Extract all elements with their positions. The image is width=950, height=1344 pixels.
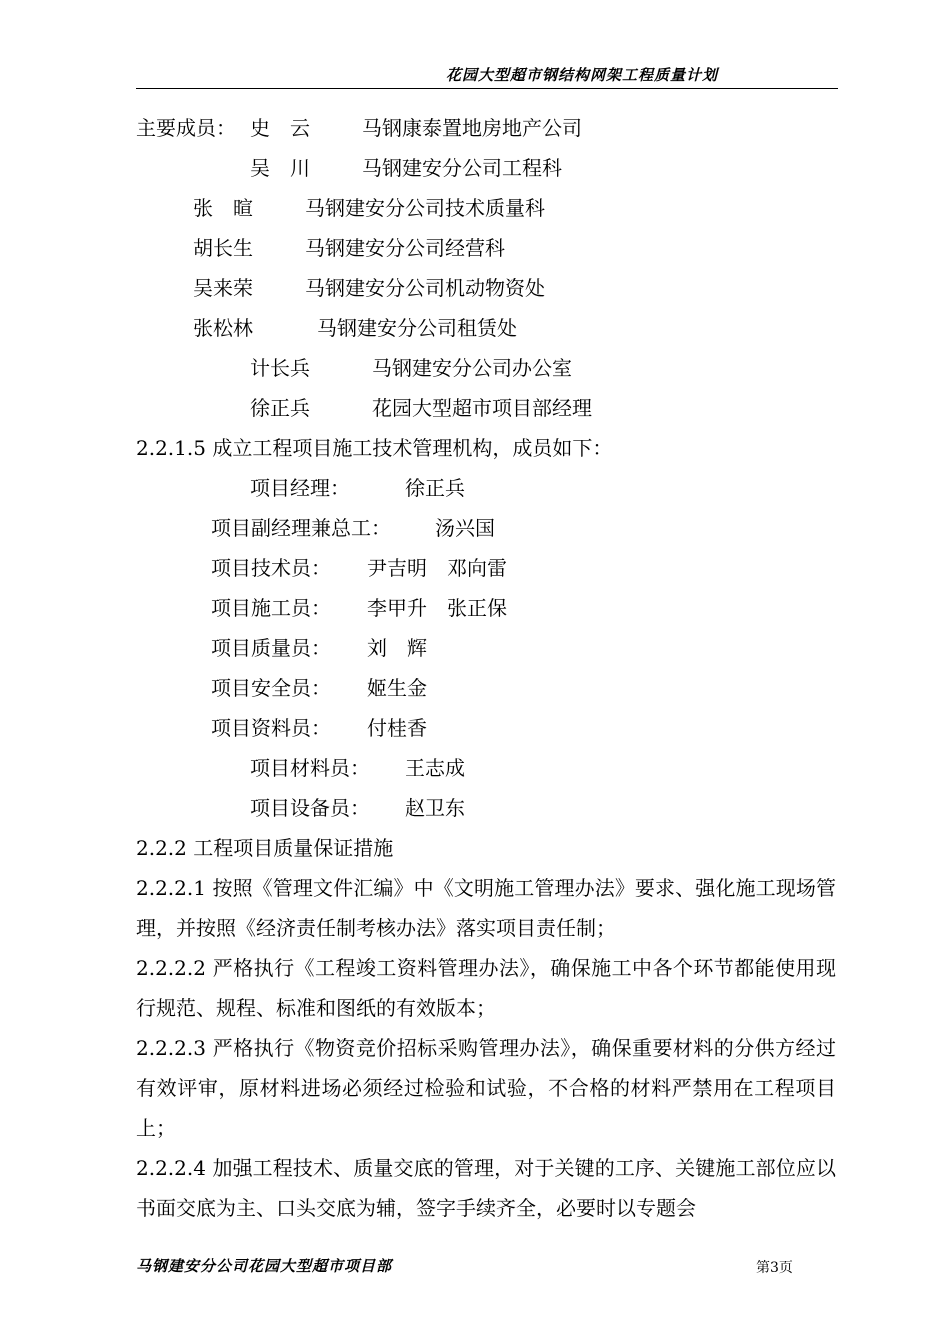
member-org: 马钢建安分公司技术质量科 <box>305 196 545 220</box>
member-org: 马钢建安分公司经营科 <box>305 236 505 260</box>
member-name: 吴来荣 <box>193 276 253 300</box>
members-label: 主要成员： <box>136 116 236 140</box>
role-names: 徐正兵 <box>405 476 465 500</box>
member-org: 马钢康泰置地房地产公司 <box>362 116 582 140</box>
role-names: 刘 辉 <box>367 636 427 660</box>
paragraph-2222: 2.2.2.2 严格执行《工程竣工资料管理办法》，确保施工中各个环节都能使用现行规范、规程、标准和图纸的有效版本； <box>136 956 836 1020</box>
page-header-title: 花园大型超市钢结构网架工程质量计划 <box>446 66 719 84</box>
role-label: 项目技术员： <box>211 556 331 580</box>
member-name: 吴 川 <box>250 156 310 180</box>
role-label: 项目资料员： <box>211 716 331 740</box>
role-label: 项目质量员： <box>211 636 331 660</box>
member-org: 马钢建安分公司工程科 <box>362 156 562 180</box>
role-names: 王志成 <box>405 756 465 780</box>
member-name: 胡长生 <box>193 236 253 260</box>
role-label: 项目设备员： <box>250 796 370 820</box>
member-name: 张松林 <box>193 316 253 340</box>
member-name: 史 云 <box>250 116 310 140</box>
role-names: 赵卫东 <box>405 796 465 820</box>
page-number: 第3页 <box>756 1260 793 1276</box>
member-name: 张 暄 <box>193 196 253 220</box>
member-name: 计长兵 <box>250 356 310 380</box>
paragraph-2221: 2.2.2.1 按照《管理文件汇编》中《文明施工管理办法》要求、强化施工现场管理，并按照《经济责任制考核办法》落实项目责任制； <box>136 876 836 940</box>
section-222-heading: 2.2.2 工程项目质量保证措施 <box>136 836 394 860</box>
header-rule <box>136 88 838 89</box>
role-names: 姬生金 <box>367 676 427 700</box>
section-2215-heading: 2.2.1.5 成立工程项目施工技术管理机构，成员如下： <box>136 436 613 460</box>
paragraph-2224: 2.2.2.4 加强工程技术、质量交底的管理，对于关键的工序、关键施工部位应以书面交底为主、口头交底为辅，签字手续齐全，必要时以专题会 <box>136 1156 836 1220</box>
role-names: 付桂香 <box>367 716 427 740</box>
member-name: 徐正兵 <box>250 396 310 420</box>
role-label: 项目材料员： <box>250 756 370 780</box>
paragraph-2223: 2.2.2.3 严格执行《物资竞价招标采购管理办法》，确保重要材料的分供方经过有效评审，原材料进场必须经过检验和试验，不合格的材料严禁用在工程项目上； <box>136 1036 836 1140</box>
role-names: 尹吉明 邓向雷 <box>367 556 507 580</box>
member-org: 马钢建安分公司办公室 <box>372 356 572 380</box>
role-label: 项目副经理兼总工： <box>211 516 391 540</box>
page-footer-org: 马钢建安分公司花园大型超市项目部 <box>136 1257 393 1275</box>
role-label: 项目施工员： <box>211 596 331 620</box>
member-org: 马钢建安分公司机动物资处 <box>305 276 545 300</box>
role-label: 项目安全员： <box>211 676 331 700</box>
member-org: 花园大型超市项目部经理 <box>372 396 592 420</box>
member-org: 马钢建安分公司租赁处 <box>317 316 517 340</box>
role-label: 项目经理： <box>250 476 350 500</box>
role-names: 汤兴国 <box>435 516 495 540</box>
role-names: 李甲升 张正保 <box>367 596 507 620</box>
